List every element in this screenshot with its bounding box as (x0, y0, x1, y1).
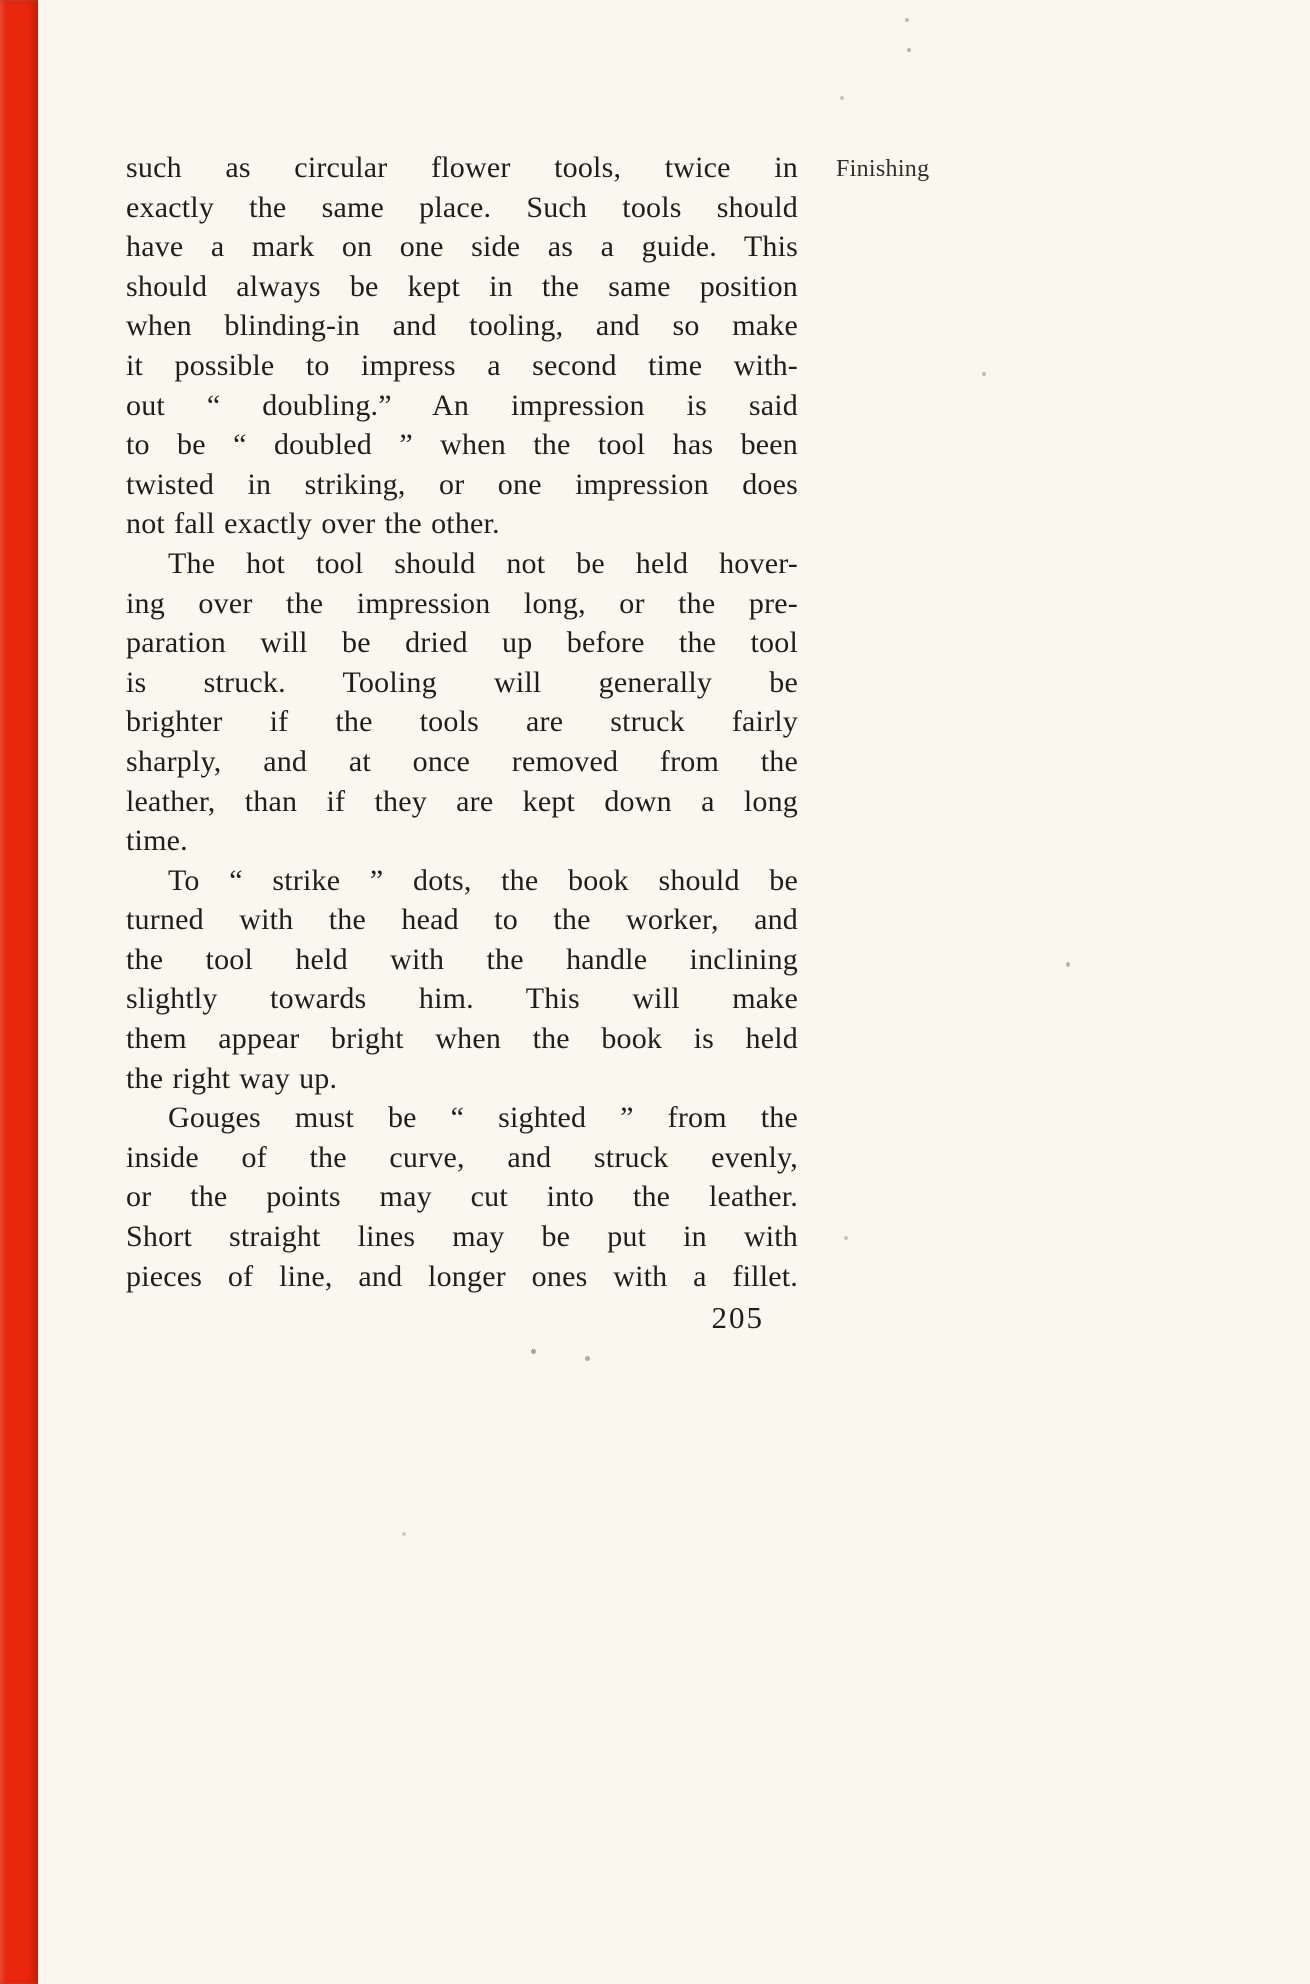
text-line: brighter if the tools are struck fairly (126, 705, 798, 739)
text-line: The hot tool should not be held hover- (168, 546, 798, 580)
scan-speck (844, 1236, 848, 1240)
text-line: or the points may cut into the leather. (126, 1180, 798, 1214)
scan-speck (402, 1532, 406, 1536)
text-line: slightly towards him. This will make (126, 982, 798, 1016)
text-line: have a mark on one side as a guide. This (126, 230, 798, 264)
text-line: To “ strike ” dots, the book should be (168, 863, 798, 897)
paragraph (126, 1098, 798, 1296)
book-cover-edge (0, 0, 38, 1984)
text-block (126, 148, 798, 1340)
text-line: when blinding-in and tooling, and so make (126, 309, 798, 343)
text-line: to be “ doubled ” when the tool has been (126, 428, 798, 462)
text-line: time. (126, 824, 188, 858)
scan-speck (907, 48, 911, 52)
text-line: pieces of line, and longer ones with a fillet. (126, 1259, 798, 1293)
text-line: paration will be dried up before the tool (126, 626, 798, 660)
text-line: Short straight lines may be put in with (126, 1220, 798, 1254)
text-line: the tool held with the handle inclining (126, 942, 798, 976)
text-line: turned with the head to the worker, and (126, 903, 798, 937)
text-line: should always be kept in the same position (126, 269, 798, 303)
scan-speck (982, 372, 986, 376)
paragraph (126, 148, 798, 544)
text-line: such as circular flower tools, twice in (126, 151, 798, 184)
paragraph (126, 861, 798, 1099)
page-number: 205 (711, 1300, 764, 1336)
scan-speck (840, 96, 844, 100)
text-line: twisted in striking, or one impression does (126, 467, 798, 501)
paragraph (126, 544, 798, 861)
text-line: out “ doubling.” An impression is said (126, 388, 798, 422)
scan-speck (905, 18, 909, 22)
text-line: exactly the same place. Such tools should (126, 190, 798, 224)
margin-note: Finishing (836, 156, 930, 182)
text-line: sharply, and at once removed from the (126, 744, 798, 778)
text-line: ing over the impression long, or the pre- (126, 586, 798, 620)
text-line: it possible to impress a second time with- (126, 348, 798, 382)
scan-speck (531, 1349, 536, 1354)
text-line: Gouges must be “ sighted ” from the (168, 1101, 798, 1135)
text-line: not fall exactly over the other. (126, 507, 500, 541)
text-line: leather, than if they are kept down a long (126, 784, 798, 818)
text-line: inside of the curve, and struck evenly, (126, 1140, 798, 1174)
text-line: is struck. Tooling will generally be (126, 665, 798, 699)
text-line: the right way up. (126, 1061, 338, 1095)
scan-speck (1066, 962, 1070, 967)
scan-speck (585, 1356, 590, 1361)
text-line: them appear bright when the book is held (126, 1022, 798, 1056)
